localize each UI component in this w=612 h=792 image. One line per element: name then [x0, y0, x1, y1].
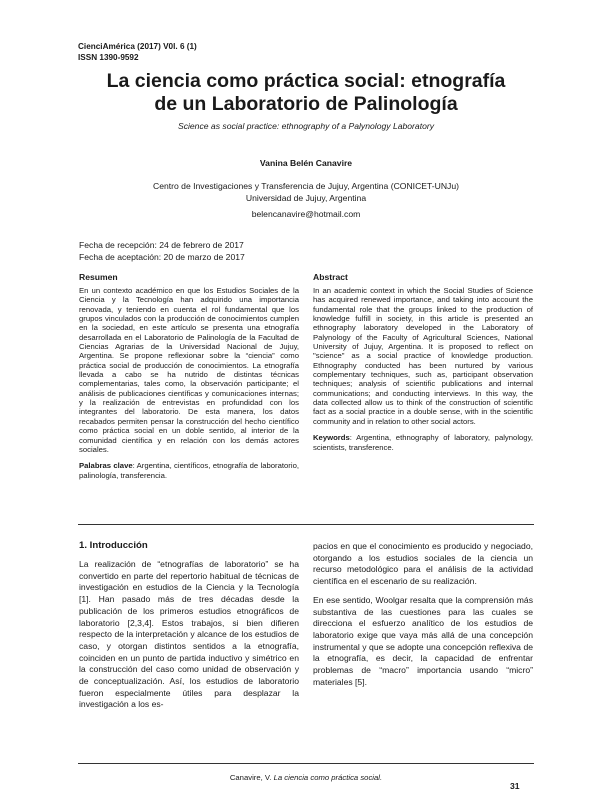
footer-author: Canavire, V.: [229, 773, 274, 782]
footer-title: La ciencia como práctica social.: [273, 773, 383, 782]
journal-issn: ISSN 1390-9592: [78, 52, 139, 62]
author-name: Vanina Belén Canavire: [259, 158, 353, 168]
resumen-keywords-label: Palabras clave: [79, 461, 133, 471]
intro-paragraph-2: pacios en que el conocimiento es producido y negociado, otorgando a los estudios sociales de la ciencia un recurso metodológico para el análisis de la actividad científica en el escenario de su realización.: [313, 541, 533, 587]
resumen-keywords: [79, 461, 299, 480]
abstract-section: [313, 272, 533, 452]
abstract-keywords-label: Keywords: [313, 433, 350, 443]
resumen-text: En un contexto académico en que los Estudios Sociales de la Ciencia y la Tecnología han adquirido una importancia renovada, y teniendo en cuenta el rol fundamental que los grupos vinculados con la producción de conocimientos cumplen en la sociedad, en este artículo se presenta una etnografía desarrollada en el Laboratorio de Palinología de la Facultad de Ciencias Agrarias de la Universidad Nacional de Jujuy, Argentina. Se propone reflexionar sobre la “ciencia” como práctica social de producción de conocimientos. La etnografía llevada a cabo se ha nutrido de distintas técnicas complementarias, tales como, la observación participante; el análisis de publicaciones científicas y comunicaciones internas; y la realización de entrevistas en profundidad con los integrantes del laboratorio. De esta manera, los datos recabados permiten pensar la construcción del hecho científico como práctica social en un doble sentido, al interior de la comunidad científica y en relación con los demás actores sociales.: [79, 286, 299, 454]
article-title: [60, 70, 552, 116]
page-number: 31: [510, 781, 520, 791]
abstract-keywords: [313, 433, 533, 452]
intro-paragraph-3: En ese sentido, Woolgar resalta que la comprensión más substantiva de las cuestiones para las cuales se direcciona el esfuerzo analítico de los estudios de laboratorio exige que vaya más allá de una concepción instrumental y que se adopte una concepción reflexiva de la etnografía, es decir, la capacidad de enfrentar problemas de “macro” importancia usando “micro” materiales [5].: [313, 594, 533, 687]
affiliation-line-1: Centro de Investigaciones y Transferencia de Jujuy, Argentina (CONICET-UNJu): [152, 181, 459, 191]
intro-paragraph-1: La realización de “etnografías de laboratorio” se ha convertido en parte del repertorio habitual de técnicas de investigación en estudios de la Ciencia y la Tecnología [1]. Han pasado más de tres décadas desde la publicación de los primeros estudios etnográficos de laboratorio [2,3,4]. Estos trabajos, si bien difieren respecto de la interpretación y alcance de los estudios de caso, y otorgan distintos sentidos a la etnografía, coinciden en un punto de partida inductivo y simétrico en la construcción del caso como unidad de observación y de conceptualización. Así, los estudios de laboratorio fueron especialmente útiles para desplazar la investigación a los es-: [79, 559, 299, 710]
received-date: Fecha de recepción: 24 de febrero de 2017: [79, 240, 244, 250]
author-email[interactable]: belencanavire@hotmail.com: [251, 209, 361, 219]
journal-header: [78, 42, 197, 63]
intro-heading: 1. Introducción: [79, 540, 148, 551]
running-footer: [60, 773, 552, 782]
title-line-1: La ciencia como práctica social: etnografía: [106, 70, 506, 92]
title-line-2: de un Laboratorio de Palinología: [154, 93, 458, 115]
english-title: Science as social practice: ethnography of a Palynology Laboratory: [177, 121, 435, 131]
resumen-keywords-values: : Argentina, científicos, etnografía de laboratorio, palinología, transferencia.: [79, 461, 299, 480]
abstract-heading: Abstract: [313, 272, 348, 282]
abstract-text: In an academic context in which the Social Studies of Science has acquired renewed importance, and taking into account the fundamental role that the groups linked to the production of knowledge fulfill in society, in this article is presented an ethnography laboratory developed in the Laboratory of Palynology of the Faculty of Agricultural Sciences, National University of Jujuy, Argentina. It is proposed to reflect on "science" as a social practice of knowledge production. Ethnography conducted has been nurtured by various complementary techniques, such as, participant observation techniques; analysis of scientific publications and internal communications; and conducting interviews. In this way, the data collected allow us to think of the construction of scientific fact as a social practice in a double sense, with in the scientific community and in relation to other social actors.: [313, 286, 533, 426]
footer-divider: [78, 763, 534, 764]
affiliation-line-2: Universidad de Jujuy, Argentina: [245, 192, 367, 203]
accepted-date: Fecha de aceptación: 20 de marzo de 2017: [79, 251, 245, 262]
resumen-heading: Resumen: [79, 272, 118, 282]
resumen-section: [79, 272, 299, 480]
abstract-keywords-values: : Argentina, ethnography of laboratory, palynology, scientists, transference.: [313, 433, 533, 452]
section-divider: [78, 524, 534, 525]
intro-right-column: [313, 541, 533, 688]
journal-citation: CienciAmérica (2017) V0l. 6 (1): [78, 42, 197, 51]
submission-dates: [79, 240, 245, 263]
author-affiliation: [60, 181, 552, 204]
intro-left-column: [79, 540, 299, 711]
